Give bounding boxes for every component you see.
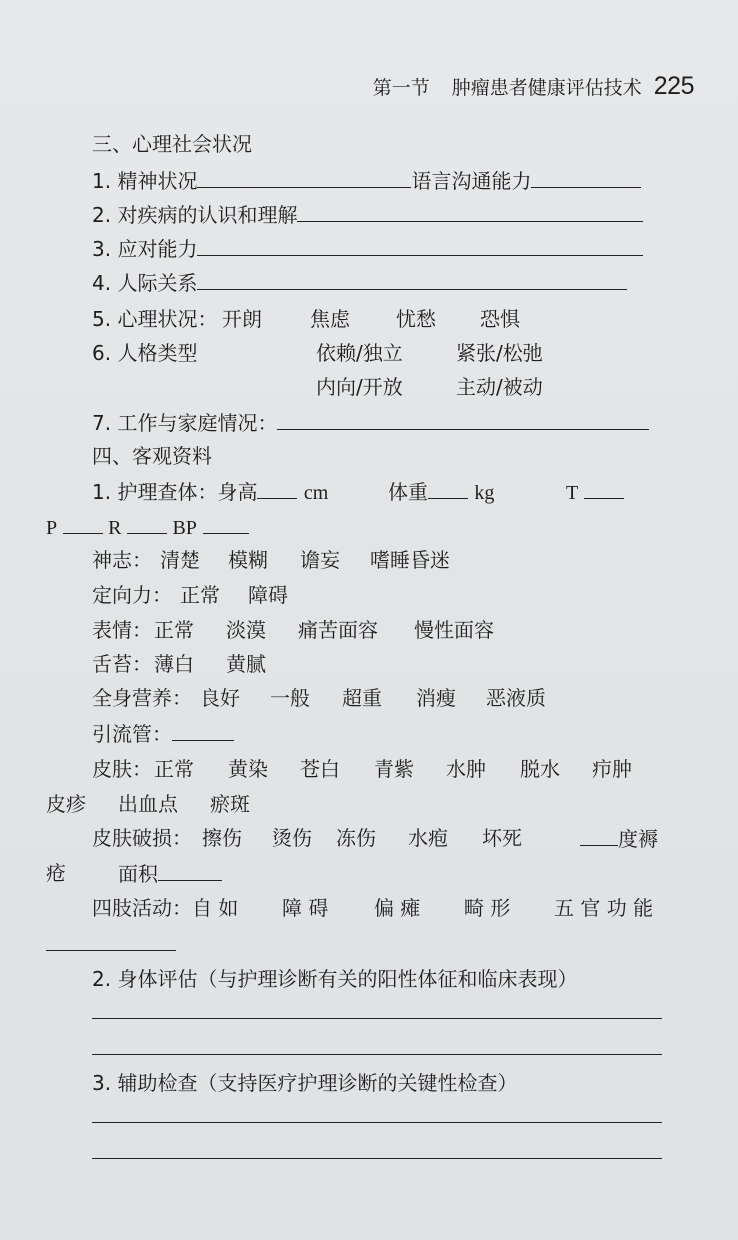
option-hemiplegia[interactable]: 偏 瘫 [374,896,421,920]
form-row-personality [92,340,197,366]
area-label: 面积 [118,862,158,886]
option-dehydration[interactable]: 脱水 [520,757,560,781]
section-heading-psych: 三、心理社会状况 [92,132,252,156]
body-evaluation-label: 2. 身体评估（与护理诊断有关的阳性体征和临床表现） [92,967,578,991]
physical-exam-label: 1. 护理查体： [92,480,218,504]
option-necrosis[interactable]: 坏死 [482,826,522,850]
option-deformity[interactable]: 畸 形 [464,896,511,920]
option-limb-impaired[interactable]: 障 碍 [282,896,329,920]
nutrition-label: 全身营养： [92,686,192,710]
temperature-group [566,478,624,506]
weight-unit: kg [474,482,495,504]
respiration-label: R [108,517,122,539]
weight-field[interactable] [428,478,468,499]
option-dependent-independent[interactable]: 依赖/独立 [316,341,403,365]
option-clear[interactable]: 清楚 [160,548,200,572]
limb-activity-label: 四肢活动： [92,896,192,920]
option-scald[interactable]: 烫伤 [272,826,312,850]
option-apathetic[interactable]: 淡漠 [226,618,266,642]
option-facial-features[interactable]: 五 官 功 能 [554,896,654,920]
option-anxious[interactable]: 焦虑 [310,307,350,331]
option-overweight[interactable]: 超重 [342,686,382,710]
form-row-skin-2 [46,791,250,817]
orientation-label: 定向力： [92,583,172,607]
form-row-orientation [92,582,288,608]
option-blurred[interactable]: 模糊 [228,548,268,572]
drain-field[interactable] [172,720,234,741]
option-frostbite[interactable]: 冻伤 [336,826,376,850]
psych-state-label: 5. 心理状况： [92,307,218,331]
form-row-skin [92,756,632,782]
respiration-field[interactable] [127,513,167,534]
weight-label: 体重 [388,480,428,504]
option-fear[interactable]: 恐惧 [480,307,520,331]
disease-understanding-label: 2. 对疾病的认识和理解 [92,203,298,227]
option-active-passive[interactable]: 主动/被动 [456,375,543,399]
option-pale[interactable]: 苍白 [300,757,340,781]
option-rash[interactable]: 皮疹 [46,792,86,816]
option-cachexia[interactable]: 恶液质 [486,686,546,710]
auxiliary-exam-label: 3. 辅助检查（支持医疗护理诊断的关键性检查） [92,1071,518,1095]
form-row-coping [92,235,643,262]
section-label: 第一节 [372,77,430,99]
option-petechiae[interactable]: 出血点 [118,792,178,816]
form-row-expression [92,617,494,643]
option-average[interactable]: 一般 [270,686,310,710]
form-row-relations [92,269,627,296]
form-row-physical-exam [92,478,328,506]
option-jaundice[interactable]: 黄染 [228,757,268,781]
facial-function-field[interactable] [46,950,176,951]
form-row-limbs [92,895,654,921]
expression-label: 表情： [92,618,152,642]
blood-pressure-field[interactable] [203,513,249,534]
option-worried[interactable]: 忧愁 [396,307,436,331]
coping-label: 3. 应对能力 [92,237,198,261]
option-good[interactable]: 良好 [200,686,240,710]
option-orientation-impaired[interactable]: 障碍 [248,583,288,607]
auxiliary-exam-line-1[interactable] [92,1122,662,1123]
pulse-field[interactable] [63,513,103,534]
section-heading-objective: 四、客观资料 [92,444,212,468]
skin-damage-label: 皮肤破损： [92,826,192,850]
form-row-drain [92,720,234,747]
mental-field[interactable] [197,167,411,188]
option-ecchymosis[interactable]: 瘀斑 [210,792,250,816]
page-number: 225 [653,72,694,100]
option-delirium[interactable]: 谵妄 [300,548,340,572]
pressure-ulcer-label-cont: 疮 [46,861,66,885]
communication-label: 语言沟通能力 [411,169,532,193]
drain-label: 引流管： [92,722,172,746]
option-emaciated[interactable]: 消瘦 [416,686,456,710]
form-row-skin-damage [92,825,522,851]
skin-label: 皮肤： [92,757,152,781]
option-skin-normal[interactable]: 正常 [154,757,194,781]
form-row-psych-state [92,306,520,332]
form-row-vitals [46,513,249,541]
height-label: 身高 [217,480,258,504]
pulse-label: P [46,517,58,539]
option-yellow-greasy[interactable]: 黄腻 [226,652,266,676]
pressure-ulcer-label: 度褥 [618,827,658,851]
option-furuncle[interactable]: 疖肿 [592,757,632,781]
option-introvert-open[interactable]: 内向/开放 [316,375,403,399]
form-row-mental [92,167,641,194]
body-evaluation-line-2[interactable] [92,1054,662,1055]
blood-pressure-label: BP [172,517,197,539]
option-pained-face[interactable]: 痛苦面容 [298,618,378,642]
temperature-field[interactable] [584,478,624,499]
option-abrasion[interactable]: 擦伤 [202,826,242,850]
relations-label: 4. 人际关系 [92,271,198,295]
form-row-disease-understanding [92,201,643,228]
work-family-field[interactable] [277,409,649,430]
communication-field[interactable] [531,167,641,188]
option-thin-white[interactable]: 薄白 [154,652,194,676]
area-field[interactable] [158,860,222,881]
work-family-label: 7. 工作与家庭情况： [92,411,278,435]
page-header [373,72,694,101]
personality-label: 6. 人格类型 [92,341,198,365]
option-orientation-normal[interactable]: 正常 [180,583,220,607]
pressure-ulcer-grade-field[interactable] [580,825,618,846]
coping-field[interactable] [197,235,643,256]
option-edema[interactable]: 水肿 [446,757,486,781]
body-evaluation-line-1[interactable] [92,1018,662,1019]
option-free[interactable]: 自 如 [192,896,239,920]
option-cyanosis[interactable]: 青紫 [374,757,414,781]
area-group [118,860,222,887]
chapter-title: 肿瘤患者健康评估技术 [451,77,642,99]
pressure-ulcer-group [580,825,658,852]
tongue-label: 舌苔： [92,652,152,676]
form-row-work-family [92,409,649,436]
option-drowsy-coma[interactable]: 嗜睡昏迷 [370,548,450,572]
option-blister[interactable]: 水疱 [408,826,448,850]
height-unit: cm [303,482,329,504]
disease-understanding-field[interactable] [297,201,643,222]
consciousness-label: 神志： [92,548,152,572]
form-row-consciousness [92,547,450,573]
option-tense-relaxed[interactable]: 紧张/松弛 [456,341,543,365]
option-expression-normal[interactable]: 正常 [154,618,194,642]
auxiliary-exam-line-2[interactable] [92,1158,662,1159]
temperature-label: T [566,482,579,504]
option-cheerful[interactable]: 开朗 [222,307,262,331]
weight-group [388,478,494,506]
option-chronic-face[interactable]: 慢性面容 [414,618,494,642]
form-row-tongue [92,651,266,677]
mental-label: 1. 精神状况 [92,169,198,193]
form-row-nutrition [92,685,546,711]
height-field[interactable] [257,478,297,499]
relations-field[interactable] [197,269,627,290]
form-row-ulcer-area [46,860,158,886]
